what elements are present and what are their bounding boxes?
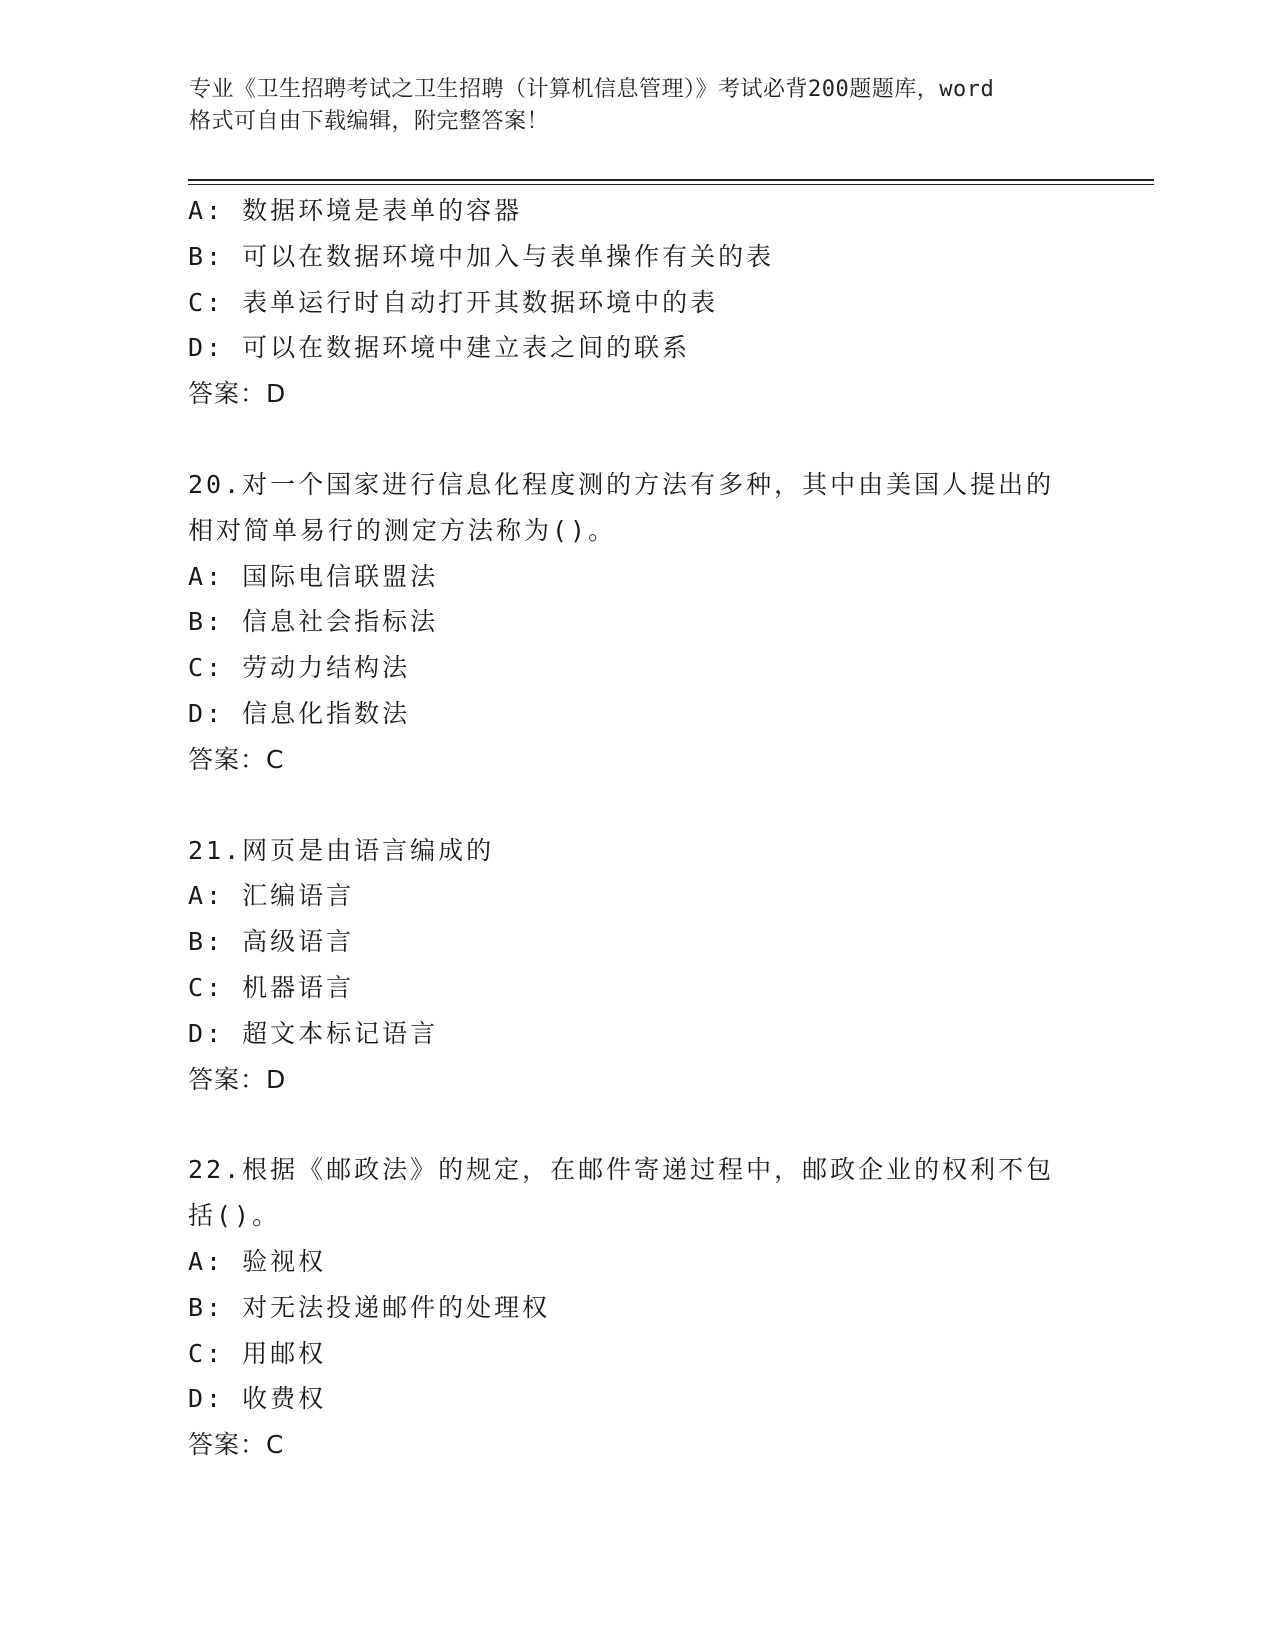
question-stem-line-1: 22.根据《邮政法》的规定，在邮件寄递过程中，邮政企业的权利不包	[188, 1155, 1055, 1185]
question-block-19	[188, 188, 1088, 417]
option-c: C: 表单运行时自动打开其数据环境中的表	[188, 287, 719, 317]
option-c: C: 用邮权	[188, 1338, 327, 1368]
option-d: D: 可以在数据环境中建立表之间的联系	[188, 333, 691, 363]
option-a: A: 汇编语言	[188, 881, 355, 911]
option-c: C: 劳动力结构法	[188, 653, 411, 683]
option-a: A: 国际电信联盟法	[188, 561, 439, 591]
header-divider-thick	[188, 179, 1154, 181]
option-b: B: 高级语言	[188, 927, 355, 957]
header-line-2: 格式可自由下载编辑，附完整答案！	[189, 109, 550, 134]
question-stem-line-2: 相对简单易行的测定方法称为()。	[188, 515, 617, 545]
question-stem-line-2: 括()。	[188, 1201, 281, 1231]
answer-line: 答案：C	[188, 1430, 285, 1460]
option-b: B: 信息社会指标法	[188, 607, 439, 637]
option-b: B: 可以在数据环境中加入与表单操作有关的表	[188, 241, 775, 271]
option-d: D: 收费权	[188, 1384, 327, 1414]
option-c: C: 机器语言	[188, 972, 355, 1002]
question-list	[188, 188, 1088, 1468]
option-b: B: 对无法投递邮件的处理权	[188, 1292, 551, 1322]
question-block-20	[188, 462, 1088, 783]
option-a: A: 数据环境是表单的容器	[188, 196, 523, 225]
answer-line: 答案：D	[188, 379, 287, 409]
header-line-1: 专业《卫生招聘考试之卫生招聘（计算机信息管理）》考试必背200题题库，word	[189, 77, 995, 102]
option-d: D: 超文本标记语言	[188, 1018, 439, 1048]
question-stem-line-1: 21.网页是由语言编成的	[188, 835, 495, 865]
header-divider-thin	[188, 184, 1154, 185]
question-block-22	[188, 1147, 1088, 1468]
option-a: A: 验视权	[188, 1246, 327, 1276]
option-d: D: 信息化指数法	[188, 698, 411, 728]
question-block-21	[188, 828, 1088, 1103]
question-stem-line-1: 20.对一个国家进行信息化程度测的方法有多种，其中由美国人提出的	[188, 469, 1055, 499]
answer-line: 答案：C	[188, 744, 285, 774]
answer-line: 答案：D	[188, 1064, 287, 1094]
document-header	[189, 74, 1089, 138]
